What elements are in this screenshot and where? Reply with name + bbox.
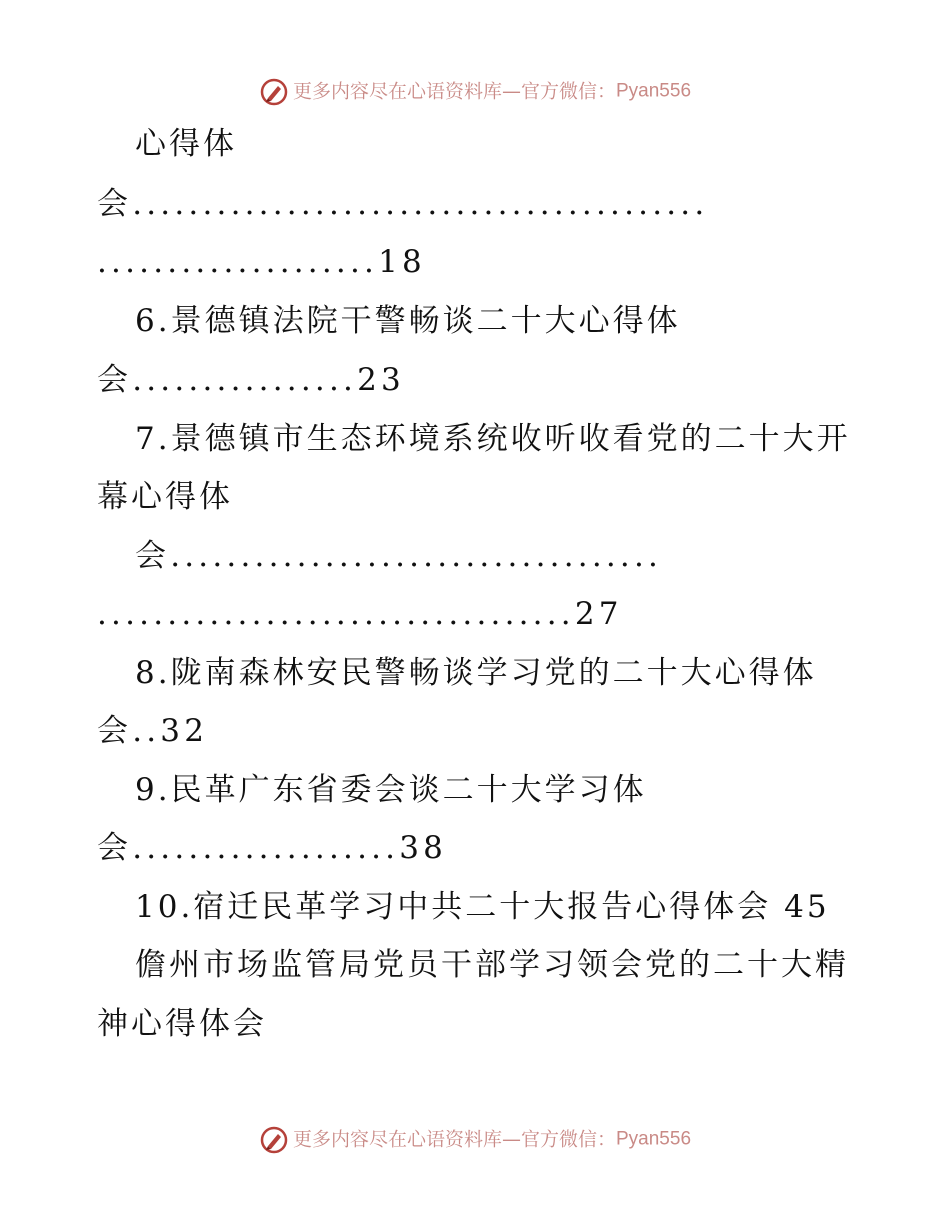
toc-line: 7.景德镇市生态环境系统收听收看党的二十大开 <box>135 421 851 457</box>
footer-watermark <box>0 1124 950 1155</box>
toc-line: 幕心得体 <box>97 479 233 515</box>
toc-line: 会......................................... <box>97 186 709 222</box>
watermark-wechat-id: Pyan556 <box>616 80 692 102</box>
toc-line: ..................................27 <box>97 596 623 632</box>
watermark-wechat-label: 官方微信： <box>520 1128 616 1151</box>
watermark-separator: — <box>501 1128 521 1151</box>
pen-logo-icon <box>259 1125 289 1155</box>
toc-line: 9.民革广东省委会谈二十大学习体 <box>135 772 647 808</box>
watermark-wechat-id: Pyan556 <box>616 1128 692 1150</box>
watermark-text: 更多内容尽在心语资料库 <box>292 1128 502 1151</box>
toc-line: ....................18 <box>97 244 426 280</box>
toc-line: 会................23 <box>97 362 405 398</box>
watermark-wechat-label: 官方微信： <box>520 80 616 103</box>
toc-line: 会..32 <box>97 713 209 749</box>
pen-logo-icon <box>259 77 289 107</box>
watermark-separator: — <box>501 80 521 103</box>
toc-line: 神心得体会 <box>97 1006 267 1042</box>
toc-line: 会...................38 <box>97 830 448 866</box>
toc-line: 10.宿迁民革学习中共二十大报告心得体会 45 <box>135 889 830 925</box>
toc-line: 心得体 <box>135 126 237 162</box>
toc-line: 儋州市场监管局党员干部学习领会党的二十大精 <box>135 947 849 983</box>
toc-line: 8.陇南森林安民警畅谈学习党的二十大心得体 <box>135 655 817 691</box>
header-watermark <box>0 76 950 107</box>
toc-line: 6.景德镇法院干警畅谈二十大心得体 <box>135 303 681 339</box>
watermark-text: 更多内容尽在心语资料库 <box>292 80 502 103</box>
toc-line: 会................................... <box>135 538 663 574</box>
